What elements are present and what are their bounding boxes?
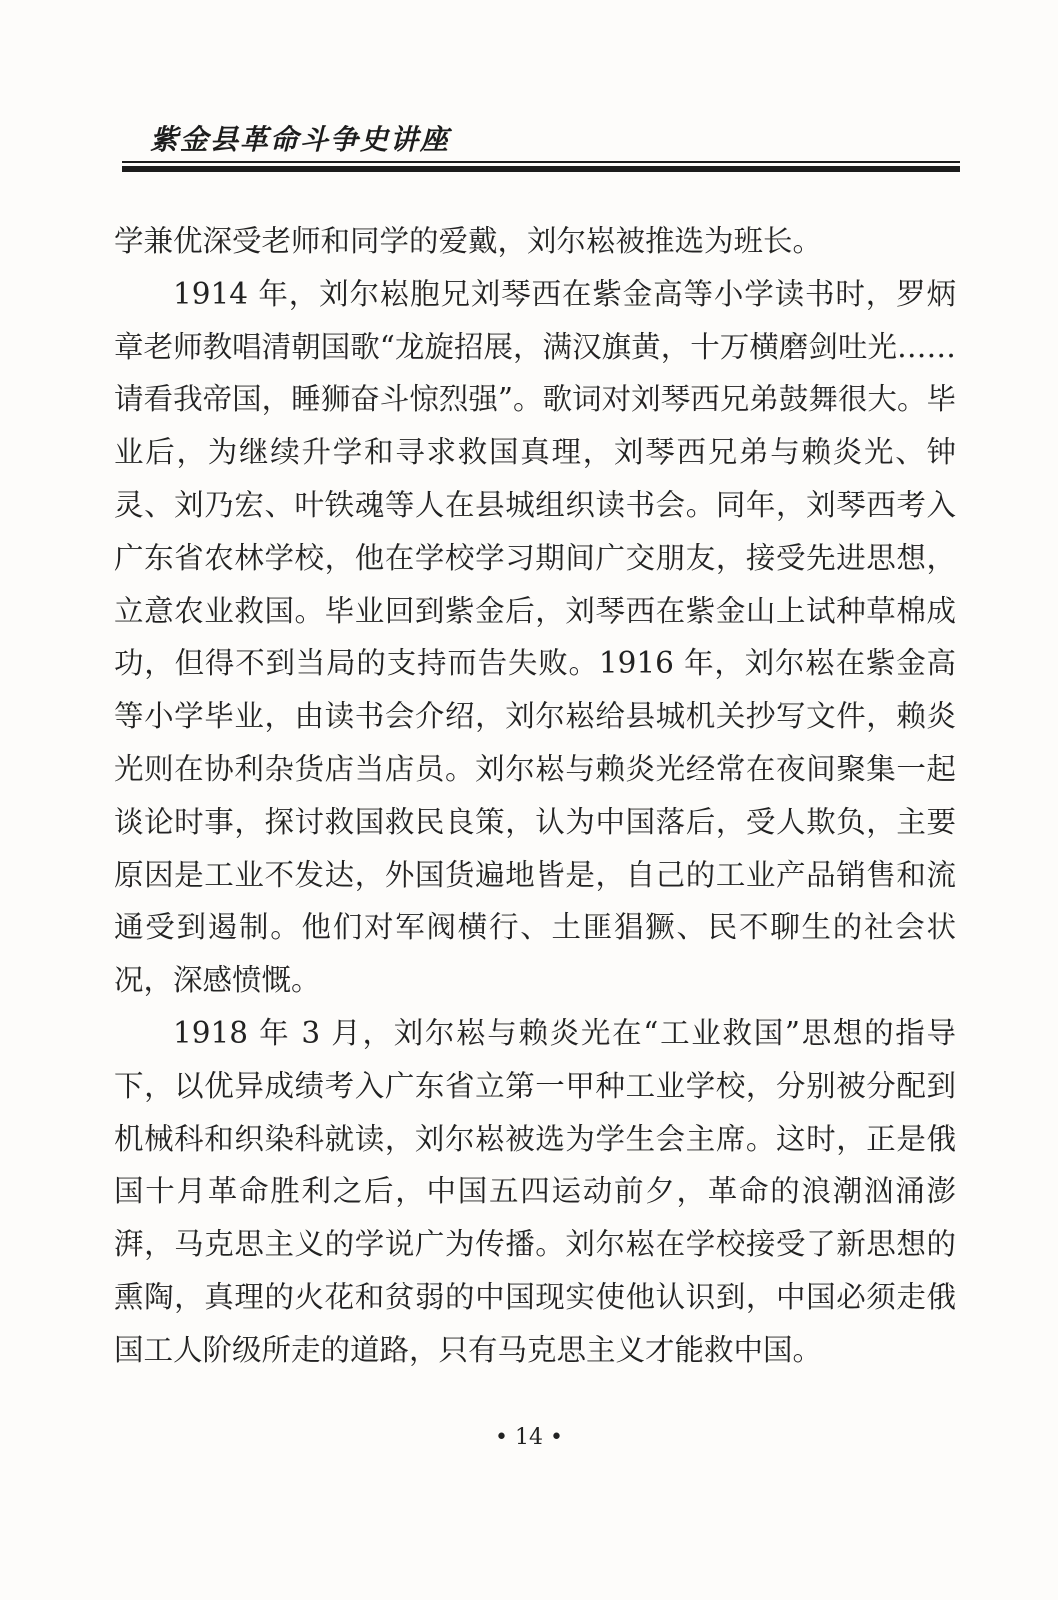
paragraph-1918: 1918 年 3 月，刘尔崧与赖炎光在“工业救国”思想的指导下，以优异成绩考入广东省立第一甲种工业学校，分别被分配到机械科和织染科就读，刘尔崧被选为学生会主席。这时，正是俄国十月革命胜利之后，中国五四运动前夕，革命的浪潮汹涌澎湃，马克思主义的学说广为传播。刘尔崧在学校接受了新思想的熏陶，真理的火花和贫弱的中国现实使他认识到，中国必须走俄国工人阶级所走的道路，只有马克思主义才能救中国。 <box>114 1015 956 1367</box>
header-rule-thin <box>122 161 960 163</box>
paragraph-continued: 学兼优深受老师和同学的爱戴，刘尔崧被推选为班长。 <box>114 224 823 258</box>
paragraph-1914: 1914 年，刘尔崧胞兄刘琴西在紫金高等小学读书时，罗炳章老师教唱清朝国歌“龙旋招展，满汉旗黄，十万横磨剑吐光……请看我帝国，睡狮奋斗惊烈强”。歌词对刘琴西兄弟鼓舞很大。毕业后，为继续升学和寻求救国真理，刘琴西兄弟与赖炎光、钟灵、刘乃宏、叶铁魂等人在县城组织读书会。同年，刘琴西考入广东省农林学校，他在学校学习期间广交朋友，接受先进思想，立意农业救国。毕业回到紫金后，刘琴西在紫金山上试种草棉成功，但得不到当局的支持而告失败。1916 年，刘尔崧在紫金高等小学毕业，由读书会介绍，刘尔崧给县城机关抄写文件，赖炎光则在协利杂货店当店员。刘尔崧与赖炎光经常在夜间聚集一起谈论时事，探讨救国救民良策，认为中国落后，受人欺负，主要原因是工业不发达，外国货遍地皆是，自己的工业产品销售和流通受到遏制。他们对军阀横行、土匪猖獗、民不聊生的社会状况，深感愤慨。 <box>114 276 956 998</box>
body-text <box>114 215 956 1377</box>
running-header-title: 紫金县革命斗争史讲座 <box>150 123 451 156</box>
header-rule-thick <box>122 166 960 172</box>
page-number: • 14 • <box>495 1425 563 1450</box>
